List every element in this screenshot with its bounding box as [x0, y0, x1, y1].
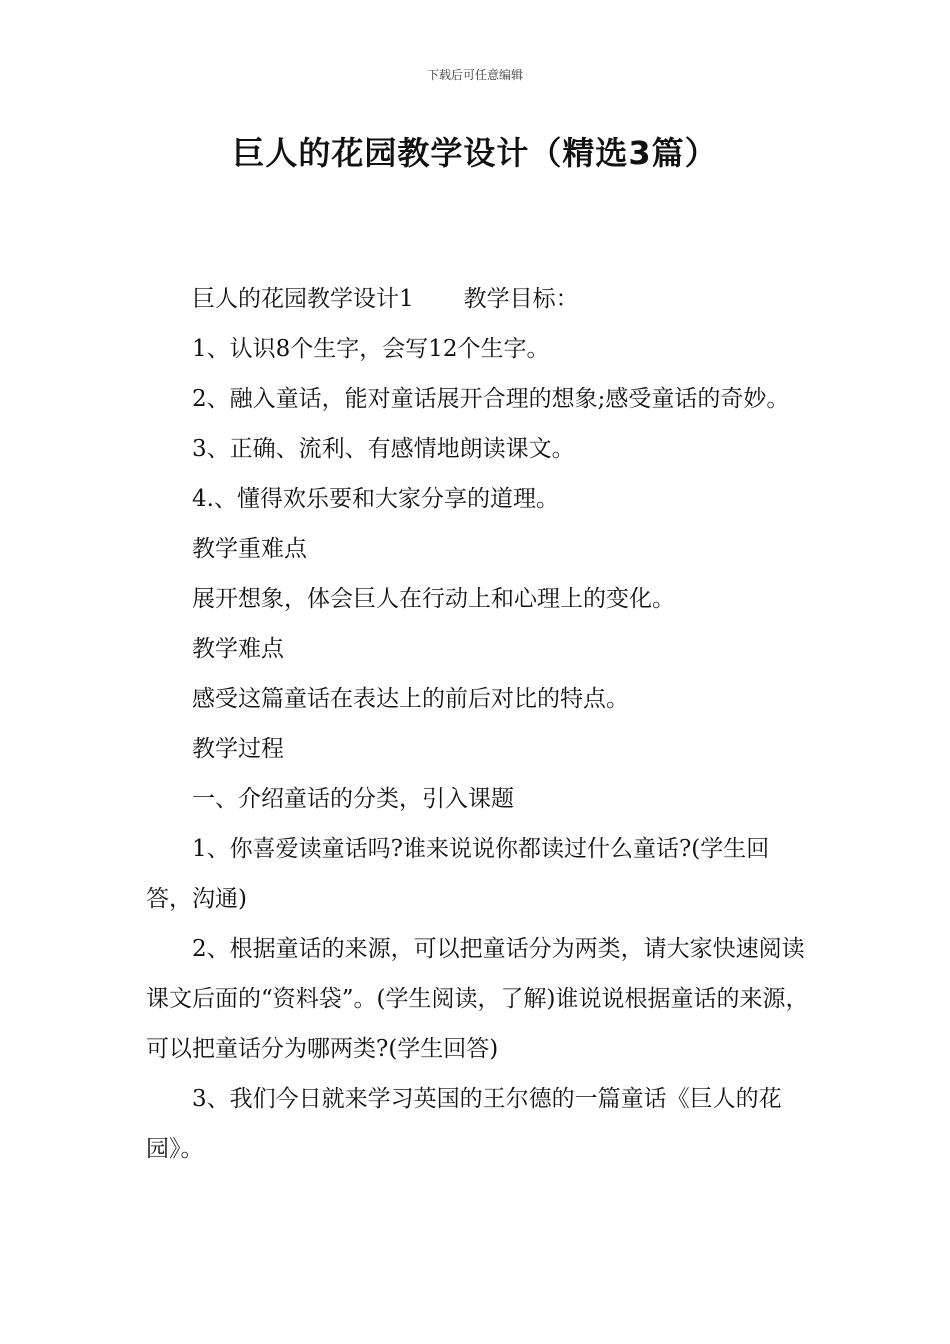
- header-note: 下载后可任意编辑: [426, 68, 523, 82]
- paragraph: 感受这篇童话在表达上的前后对比的特点。: [192, 686, 629, 712]
- intro-paragraph: [146, 274, 810, 324]
- paragraph: 1、认识8个生字，会写12个生字。: [192, 336, 550, 362]
- paragraph: 4.、懂得欢乐要和大家分享的道理。: [192, 486, 559, 512]
- objectives-heading: 教学目标：: [463, 286, 579, 312]
- paragraph: 一、介绍童话的分类，引入课题: [192, 786, 514, 812]
- page-title: 巨人的花园教学设计（精选3篇）: [232, 134, 718, 172]
- paragraph: 展开想象，体会巨人在行动上和心理上的变化。: [192, 586, 675, 612]
- section-title: 巨人的花园教学设计1: [192, 286, 414, 312]
- section-heading: 教学过程: [192, 736, 284, 762]
- paragraph: 3、正确、流利、有感情地朗读课文。: [192, 436, 575, 462]
- section-heading: 教学难点: [192, 636, 284, 662]
- paragraph: 2、融入童话，能对童话展开合理的想象;感受童话的奇妙。: [192, 386, 790, 412]
- paragraph: 3、我们今日就来学习英国的王尔德的一篇童话《巨人的花园》。: [146, 1086, 782, 1162]
- paragraph: 2、根据童话的来源，可以把童话分为两类，请大家快速阅读课文后面的“资料袋”。(学生阅读，了解)谁说说根据童话的来源，可以把童话分为哪两类?(学生回答): [146, 936, 809, 1062]
- paragraph: 1、你喜爱读童话吗?谁来说说你都读过什么童话?(学生回答，沟通): [146, 836, 770, 912]
- document-body: [146, 274, 810, 1174]
- section-heading: 教学重难点: [192, 536, 307, 562]
